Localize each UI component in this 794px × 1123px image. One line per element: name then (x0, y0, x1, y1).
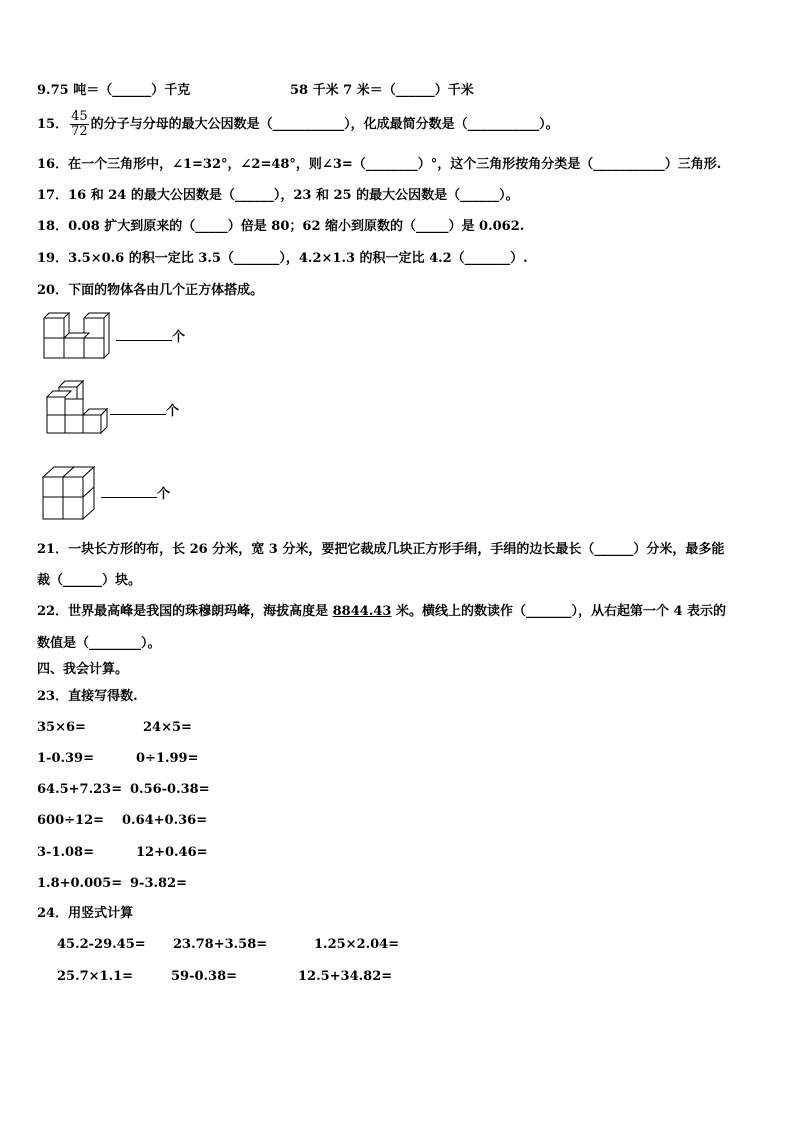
cube-figure-3 (42, 465, 98, 521)
q14-part-right: 58 千米 7 米＝（______）千米 (290, 83, 474, 98)
q23-row: 35×6= 24×5= (37, 720, 192, 735)
q23-row: 3-1.08= 12+0.46= (37, 845, 208, 860)
question-15 (37, 110, 559, 139)
q24-row: 25.7×1.1= 59-0.38= 12.5+34.82= (57, 969, 393, 984)
question-21-line1: 21．一块长方形的布，长 26 分米，宽 3 分米，要把它裁成几块正方形手绢，手绢的边长最长（______）分米，最多能 (37, 542, 725, 557)
question-17: 17．16 和 24 的最大公因数是（______），23 和 25 的最大公因数是（______）。 (37, 188, 519, 203)
question-23-title: 23．直接写得数. (37, 689, 138, 704)
cube-figure-2 (45, 379, 109, 437)
fraction-denominator: 72 (71, 124, 88, 139)
question-22-line2: 数值是（________）。 (37, 636, 161, 651)
q23-row: 64.5+7.23= 0.56-0.38= (37, 782, 210, 797)
question-number: 15． (37, 117, 69, 132)
fraction (70, 110, 89, 139)
question-20: 20．下面的物体各由几个正方体搭成。 (37, 283, 264, 298)
question-text: 的分子与分母的最大公因数是（___________），化成最简分数是（___________）。 (90, 117, 559, 132)
q23-row: 1-0.39= 0÷1.99= (37, 751, 199, 766)
cube-answer-2: 个 (110, 402, 179, 420)
cube-answer-3: 个 (101, 485, 170, 503)
underlined-number: 8844.43 (332, 604, 392, 619)
cube-figure-1 (43, 312, 113, 360)
fraction-numerator: 45 (71, 109, 88, 124)
q24-row: 45.2-29.45= 23.78+3.58= 1.25×2.04= (57, 937, 400, 952)
q23-row: 600÷12= 0.64+0.36= (37, 813, 208, 828)
question-21-line2: 裁（______）块。 (37, 573, 142, 588)
q14-part-left: 9.75 吨＝（______）千克 (37, 83, 191, 98)
cube-answer-1: 个 (116, 328, 185, 346)
question-24-title: 24．用竖式计算 (37, 906, 134, 921)
question-18: 18．0.08 扩大到原来的（_____）倍是 80；62 缩小到原数的（_____）是 0.062. (37, 219, 525, 234)
q23-row: 1.8+0.005= 9-3.82= (37, 876, 187, 891)
question-16: 16．在一个三角形中，∠1=32°，∠2=48°，则∠3=（________）°，这个三角形按角分类是（___________）三角形. (37, 157, 722, 172)
section-heading: 四、我会计算。 (37, 662, 129, 677)
question-19: 19．3.5×0.6 的积一定比 3.5（_______），4.2×1.3 的积一定比 4.2（_______）. (37, 251, 528, 266)
question-22-line1: 22．世界最高峰是我国的珠穆朗玛峰，海拔高度是 8844.43 米。横线上的数读作（_______），从右起第一个 4 表示的 (37, 604, 727, 619)
